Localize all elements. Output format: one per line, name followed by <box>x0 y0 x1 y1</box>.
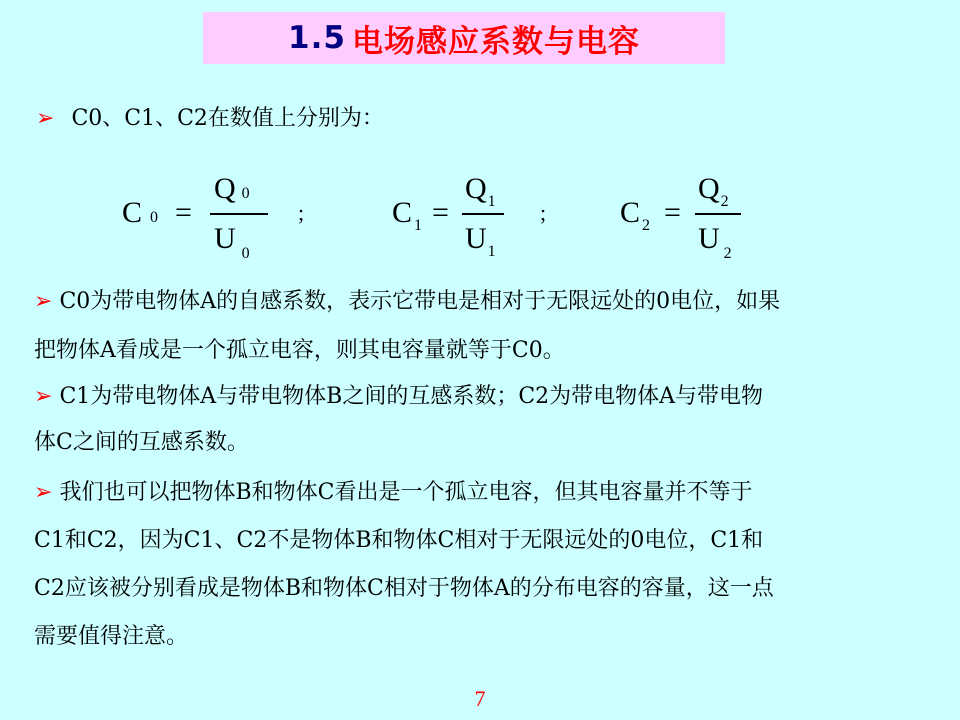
section-title: 电场感应系数与电容 <box>351 23 640 60</box>
intro-text: C0、C1、C2在数值上分别为： <box>71 106 384 131</box>
formula-c0-equals: = <box>175 196 192 229</box>
page-number: 7 <box>474 686 486 711</box>
formula-separator: ; <box>298 200 305 225</box>
paragraph-3-line-1 <box>34 478 934 508</box>
formula-c0-numerator: Q 0 <box>214 172 250 205</box>
formula-c2-numerator: $Q_2$ <box>698 172 729 210</box>
formula-c0-lhs: C 0 <box>122 196 159 229</box>
paragraph-3-line-4: 需要值得注意。 <box>34 624 189 649</box>
formula-c1-denominator: $U_1$ <box>465 222 496 260</box>
bullet-arrow-icon: ➢ <box>34 289 53 314</box>
paragraph-text: C1为带电物体A与带电物体B之间的互感系数；C2为带电物体A与带电物 <box>59 384 764 409</box>
paragraph-2-line-1 <box>34 382 934 412</box>
formula-c2-fraction-bar <box>695 213 741 215</box>
bullet-arrow-icon: ➢ <box>34 480 53 505</box>
formula-c2-equals: = <box>664 196 681 229</box>
slide-title <box>203 12 725 64</box>
intro-line <box>36 104 936 134</box>
formula-c1-lhs: C $_1$ <box>392 196 423 234</box>
paragraph-text: 我们也可以把物体B和物体C看出是一个孤立电容，但其电容量并不等于 <box>59 480 753 505</box>
section-number: 1.5 <box>288 20 346 56</box>
bullet-arrow-icon: ➢ <box>36 106 55 131</box>
bullet-arrow-icon: ➢ <box>34 384 53 409</box>
paragraph-3-line-3: C2应该被分别看成是物体B和物体C相对于物体A的分布电容的容量，这一点 <box>34 576 774 601</box>
paragraph-1-line-1 <box>34 287 934 317</box>
formula-c1-fraction-bar <box>462 213 504 215</box>
paragraph-text: C0为带电物体A的自感系数，表示它带电是相对于无限远处的0电位，如果 <box>59 289 781 314</box>
formula-c2-denominator: U $_2$ <box>698 222 732 262</box>
paragraph-2-line-2: 体C之间的互感系数。 <box>34 430 249 455</box>
paragraph-1-line-2: 把物体A看成是一个孤立电容，则其电容量就等于C0。 <box>34 338 565 363</box>
formula-c0-fraction-bar <box>210 213 268 215</box>
paragraph-3-line-2: C1和C2，因为C1、C2不是物体B和物体C相对于无限远处的0电位，C1和 <box>34 528 764 553</box>
formula-separator: ; <box>540 200 547 225</box>
formula-c0-denominator: U $_0$ <box>214 222 250 262</box>
formula-c1-equals: = <box>432 196 449 229</box>
formula-c2-lhs: C $_2$ <box>620 196 651 234</box>
formula-c1-numerator: $Q_1$ <box>465 172 496 210</box>
